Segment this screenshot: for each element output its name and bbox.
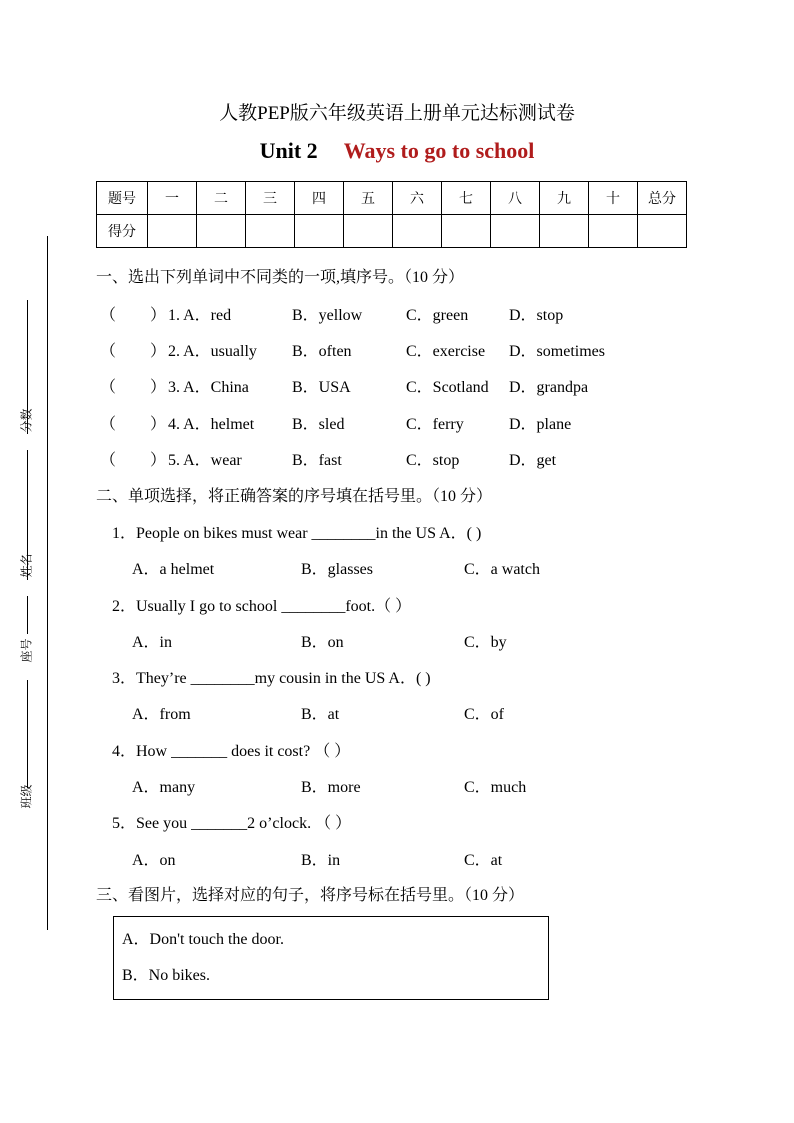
- binding-line: [47, 236, 48, 930]
- option-d: D．plane: [509, 416, 572, 433]
- option-b: B．fast: [292, 452, 342, 469]
- answer-paren-open[interactable]: （: [100, 452, 117, 469]
- option-b: B．yellow: [292, 307, 363, 324]
- option-b: B．sled: [292, 416, 345, 433]
- option-a: 4. A．helmet: [168, 416, 255, 433]
- option-d: D．grandpa: [509, 379, 589, 396]
- choice-a: A．many: [132, 779, 196, 796]
- score-input-cell[interactable]: [540, 215, 589, 248]
- score-cell: 九: [540, 182, 589, 215]
- option-d: D．sometimes: [509, 343, 605, 360]
- score-cell: 四: [295, 182, 344, 215]
- score-input-cell[interactable]: [148, 215, 197, 248]
- choice-c: C．by: [464, 634, 507, 651]
- option-c: C．exercise: [406, 343, 486, 360]
- choice-a: A．on: [132, 852, 176, 869]
- question-stem: 4．How _______ does it cost? （ ）: [112, 743, 351, 760]
- score-cell: 八: [491, 182, 540, 215]
- unit-topic: Ways to go to school: [343, 138, 535, 163]
- answer-paren-open[interactable]: （: [100, 416, 117, 433]
- score-cell: 得分: [97, 215, 148, 248]
- sidebar-seat-label: 座号: [19, 638, 34, 663]
- score-cell: 二: [197, 182, 246, 215]
- score-table-header-row: [97, 182, 687, 215]
- sidebar-class-label: 班级: [19, 784, 34, 809]
- sidebar-name-label: 姓名: [19, 553, 34, 578]
- option-a: 5. A．wear: [168, 452, 242, 469]
- choice-a: A．from: [132, 706, 191, 723]
- option-c: C．Scotland: [406, 379, 489, 396]
- score-input-cell[interactable]: [393, 215, 442, 248]
- score-cell: 总分: [638, 182, 687, 215]
- score-input-cell[interactable]: [491, 215, 540, 248]
- score-cell: 六: [393, 182, 442, 215]
- sidebar-score-label: 分数: [19, 408, 34, 433]
- score-table-value-row: [97, 215, 687, 248]
- page-title: 人教PEP版六年级英语上册单元达标测试卷: [219, 103, 575, 124]
- question-stem: 1．People on bikes must wear ________in the US A．( ): [112, 525, 482, 542]
- answer-paren-close: ）: [150, 452, 167, 469]
- option-d: D．stop: [509, 307, 564, 324]
- score-input-cell[interactable]: [197, 215, 246, 248]
- choice-c: C．at: [464, 852, 503, 869]
- score-cell: 题号: [97, 182, 148, 215]
- answer-paren-close: ）: [150, 307, 167, 324]
- seat-blank[interactable]: [27, 596, 28, 634]
- question-stem: 3．They’re ________my cousin in the US A．( ): [112, 670, 431, 687]
- choice-c: C．of: [464, 706, 505, 723]
- score-cell: 十: [589, 182, 638, 215]
- option-c: C．stop: [406, 452, 460, 469]
- option-c: C．green: [406, 307, 469, 324]
- option-d: D．get: [509, 452, 557, 469]
- section1-heading: 一、选出下列单词中不同类的一项,填序号。（10 分）: [96, 269, 465, 286]
- unit-subtitle: [0, 138, 794, 164]
- unit-number: Unit 2: [259, 138, 318, 163]
- score-input-cell[interactable]: [246, 215, 295, 248]
- score-cell: 三: [246, 182, 295, 215]
- sentence-option-box: [113, 916, 549, 1000]
- option-b: B．often: [292, 343, 352, 360]
- score-input-cell[interactable]: [442, 215, 491, 248]
- class-blank[interactable]: [27, 680, 28, 788]
- answer-paren-close: ）: [150, 343, 167, 360]
- score-input-cell[interactable]: [344, 215, 393, 248]
- choice-b: B．glasses: [301, 561, 374, 578]
- answer-paren-close: ）: [150, 416, 167, 433]
- score-input-cell[interactable]: [589, 215, 638, 248]
- choice-a: A．a helmet: [132, 561, 215, 578]
- option-a: 1. A．red: [168, 307, 232, 324]
- choice-b: B．at: [301, 706, 340, 723]
- score-cell: 七: [442, 182, 491, 215]
- choice-c: C．much: [464, 779, 527, 796]
- answer-paren-open[interactable]: （: [100, 379, 117, 396]
- score-input-cell[interactable]: [638, 215, 687, 248]
- choice-a: A．in: [132, 634, 173, 651]
- score-table: [96, 181, 687, 248]
- answer-paren-close: ）: [150, 379, 167, 396]
- sentence-option: B．No bikes.: [122, 967, 211, 984]
- option-a: 3. A．China: [168, 379, 249, 396]
- score-cell: 一: [148, 182, 197, 215]
- answer-paren-open[interactable]: （: [100, 343, 117, 360]
- question-stem: 5．See you _______2 o’clock. （ ）: [112, 815, 352, 832]
- question-stem: 2．Usually I go to school ________foot.（ ）: [112, 598, 412, 615]
- option-a: 2. A．usually: [168, 343, 257, 360]
- choice-c: C．a watch: [464, 561, 540, 578]
- choice-b: B．in: [301, 852, 341, 869]
- sentence-option: A．Don't touch the door.: [122, 931, 284, 948]
- section2-heading: 二、单项选择，将正确答案的序号填在括号里。（10 分）: [96, 488, 493, 505]
- score-cell: 五: [344, 182, 393, 215]
- option-c: C．ferry: [406, 416, 464, 433]
- answer-paren-open[interactable]: （: [100, 307, 117, 324]
- option-b: B．USA: [292, 379, 351, 396]
- choice-b: B．on: [301, 634, 344, 651]
- choice-b: B．more: [301, 779, 361, 796]
- score-input-cell[interactable]: [295, 215, 344, 248]
- section3-heading: 三、看图片，选择对应的句子，将序号标在括号里。（10 分）: [96, 887, 525, 904]
